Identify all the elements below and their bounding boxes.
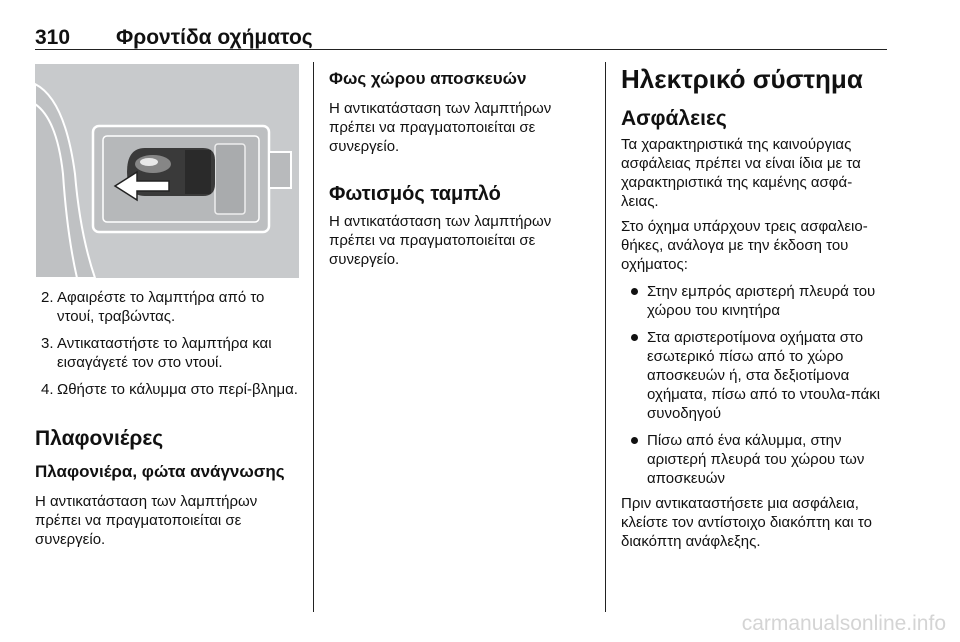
fuses-heading: Ασφάλειες xyxy=(621,107,727,130)
fuses-paragraph-3: Πριν αντικαταστήσετε μια ασφάλεια, κλείστε τον αντίστοιχο διακόπτη και το διακόπτη ανάφλεξης. xyxy=(621,495,872,550)
step-number: 2. xyxy=(41,289,54,306)
section-subheading: Πλαφονιέρα, φώτα ανάγνωσης xyxy=(35,462,285,481)
column-divider-1 xyxy=(313,62,314,612)
step-text: Ωθήστε το κάλυμμα στο περί-βλημα. xyxy=(57,381,298,398)
watermark: carmanualsonline.info xyxy=(741,612,946,635)
electrical-system-heading: Ηλεκτρικό σύστημα xyxy=(621,64,863,94)
list-item xyxy=(35,380,303,399)
bullet-icon xyxy=(631,437,638,444)
list-item xyxy=(35,334,303,372)
bulb-removal-illustration xyxy=(35,64,299,278)
dashboard-light-text: Η αντικατάσταση των λαμπτήρων πρέπει να πραγματοποιείται σε συνεργείο. xyxy=(329,213,552,268)
bullet-text: Στα αριστεροτίμονα οχήματα στο εσωτερικό πίσω από το χώρο αποσκευών ή, στα δεξιοτίμονα οχήματα, πίσω από το ντουλα-πάκι συνοδηγού xyxy=(647,329,881,422)
step-number: 3. xyxy=(41,335,54,352)
page-title: Φροντίδα οχήματος xyxy=(116,26,313,49)
fuses-paragraph-2: Στο όχημα υπάρχουν τρεις ασφαλειο-θήκες, ανάλογα με την έκδοση του οχήματος: xyxy=(621,218,868,273)
section-heading: Πλαφονιέρες xyxy=(35,427,164,450)
step-text: Αφαιρέστε το λαμπτήρα από το ντουί, τραβώντας. xyxy=(57,289,265,325)
bullet-icon xyxy=(631,334,638,341)
luggage-light-heading: Φως χώρου αποσκευών xyxy=(329,69,527,88)
bullet-text: Στην εμπρός αριστερή πλευρά του χώρου του κινητήρα xyxy=(647,283,876,319)
bullet-icon xyxy=(631,288,638,295)
reading-lights-section xyxy=(35,461,303,549)
list-item xyxy=(621,328,889,423)
step-text: Αντικαταστήστε το λαμπτήρα και εισαγάγετέ τον στο ντουί. xyxy=(57,335,272,371)
list-item xyxy=(621,431,889,488)
list-item xyxy=(35,288,303,326)
fuses-paragraph-1: Τα χαρακτηριστικά της καινούργιας ασφάλειας πρέπει να είναι ίδια με τα χαρακτηριστικά της καμένης ασφά-λειας. xyxy=(621,136,861,210)
column-1 xyxy=(35,288,303,407)
step-number: 4. xyxy=(41,381,54,398)
header-divider xyxy=(35,49,887,50)
fuse-box-list xyxy=(621,282,889,488)
section-paragraph: Η αντικατάσταση των λαμπτήρων πρέπει να πραγματοποιείται σε συνεργείο. xyxy=(35,493,258,548)
column-3 xyxy=(621,64,889,551)
interior-lights-section xyxy=(35,426,303,451)
page-number: 310 xyxy=(35,26,71,49)
luggage-light-text: Η αντικατάσταση των λαμπτήρων πρέπει να πραγματοποιείται σε συνεργείο. xyxy=(329,100,552,155)
step-list xyxy=(35,288,303,399)
list-item xyxy=(621,282,889,320)
dashboard-light-heading: Φωτισμός ταμπλό xyxy=(329,183,501,205)
bullet-text: Πίσω από ένα κάλυμμα, στην αριστερή πλευρά του χώρου των αποσκευών xyxy=(647,432,865,487)
column-divider-2 xyxy=(605,62,606,612)
column-2 xyxy=(329,68,597,269)
